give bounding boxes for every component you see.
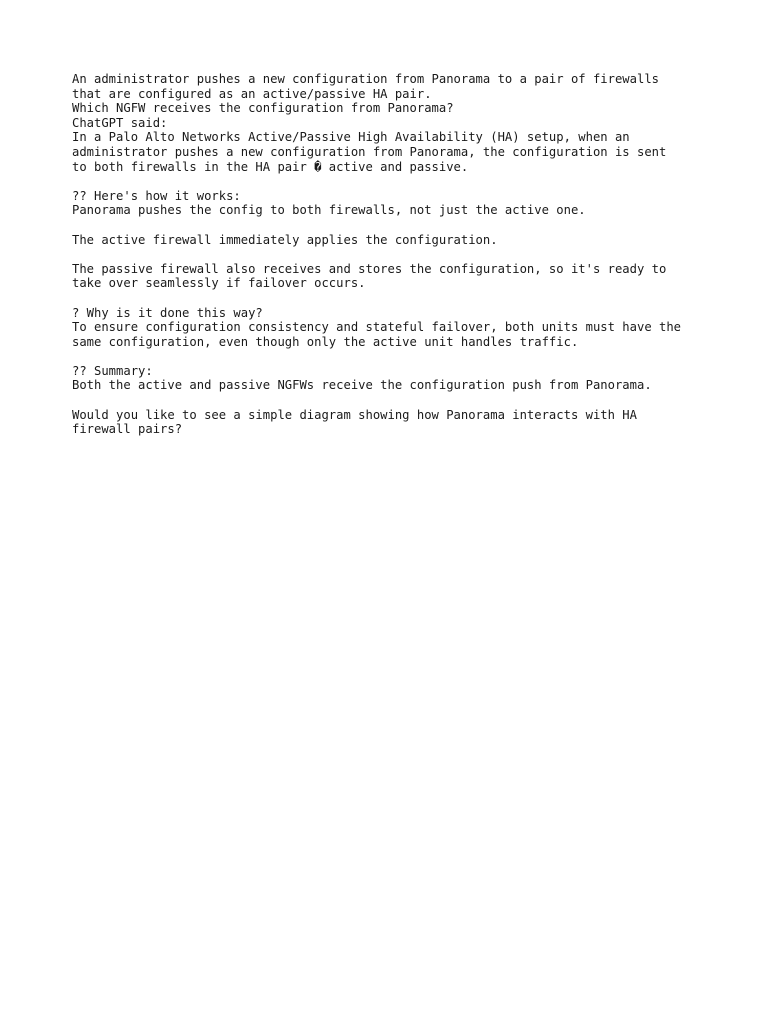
document-body	[72, 72, 712, 437]
blank-line	[72, 247, 712, 262]
body-line: Panorama pushes the config to both firewalls, not just the active one.	[72, 203, 586, 218]
body-line: To ensure configuration consistency and stateful failover, both units must have the	[72, 320, 682, 335]
body-line: take over seamlessly if failover occurs.	[72, 276, 366, 291]
speaker-label: ChatGPT said:	[72, 115, 168, 130]
answer-line: administrator pushes a new configuration from Panorama, the configuration is sent	[72, 144, 667, 159]
section-heading: ? Why is it done this way?	[72, 305, 263, 320]
question-line: Which NGFW receives the configuration from Panorama?	[72, 101, 454, 116]
section-heading: ?? Summary:	[72, 363, 153, 378]
blank-line	[72, 218, 712, 233]
section-heading: ?? Here's how it works:	[72, 188, 241, 203]
answer-line: In a Palo Alto Networks Active/Passive High Availability (HA) setup, when an	[72, 130, 630, 145]
body-line: The active firewall immediately applies the configuration.	[72, 232, 498, 247]
body-line: same configuration, even though only the active unit handles traffic.	[72, 334, 579, 349]
blank-line	[72, 393, 712, 408]
blank-line	[72, 291, 712, 306]
blank-line	[72, 174, 712, 189]
answer-line: to both firewalls in the HA pair � active and passive.	[72, 159, 469, 174]
body-line: Both the active and passive NGFWs receive the configuration push from Panorama.	[72, 378, 652, 393]
question-line: that are configured as an active/passive HA pair.	[72, 86, 432, 101]
question-line: An administrator pushes a new configuration from Panorama to a pair of firewalls	[72, 72, 659, 86]
blank-line	[72, 349, 712, 364]
body-line: The passive firewall also receives and stores the configuration, so it's ready to	[72, 261, 667, 276]
closing-line: Would you like to see a simple diagram showing how Panorama interacts with HA	[72, 407, 637, 422]
closing-line: firewall pairs?	[72, 422, 183, 437]
